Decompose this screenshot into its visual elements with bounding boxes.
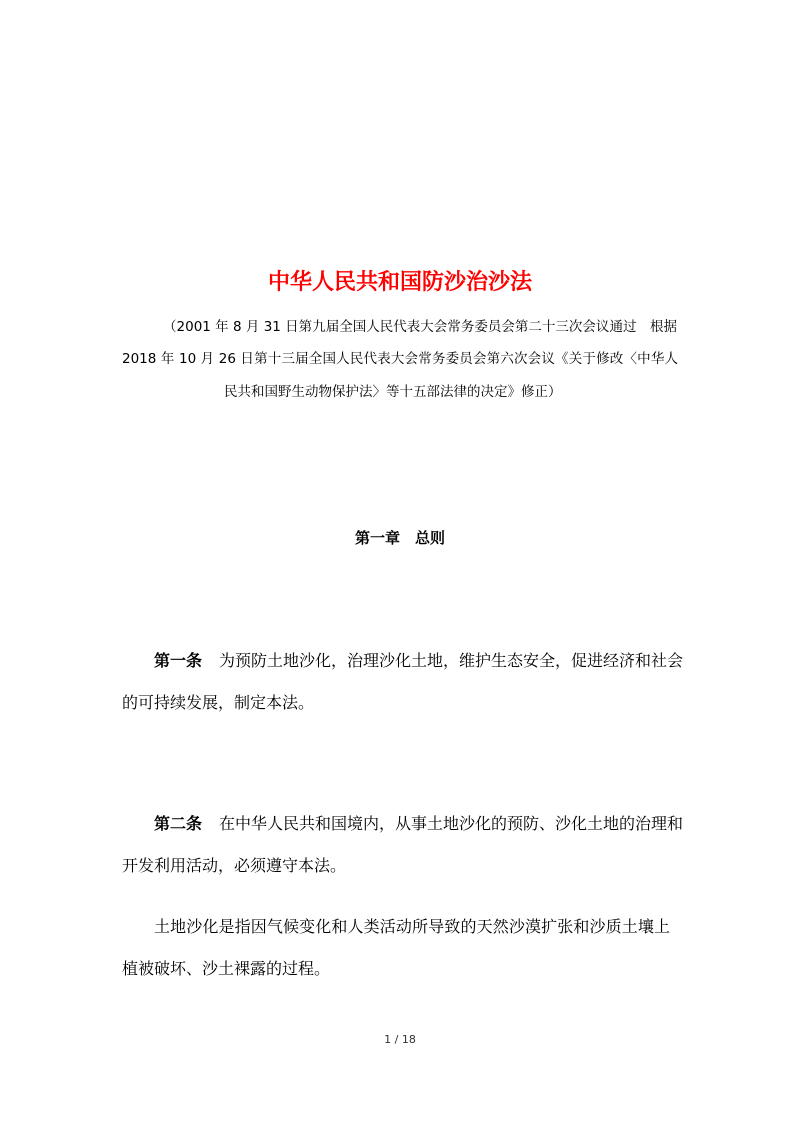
- article-2-label: 第二条: [154, 814, 203, 833]
- article-label: [154, 816, 202, 832]
- document-title: 中华人民共和国防沙治沙法: [267, 270, 532, 295]
- chapter-heading: 第一章 总则: [354, 529, 445, 547]
- article-2-line: 在中华人民共和国境内，从事土地沙化的预防、沙化土地的治理和: [219, 814, 684, 833]
- intro-line: （2001 年 8 月 31 日第九届全国人民代表大会常务委员会第二十三次会议通过 根据: [163, 319, 677, 335]
- article-1-line: 为预防土地沙化，治理沙化土地，维护生态安全，促进经济和社会: [219, 651, 684, 670]
- article-1-label: 第一条: [154, 651, 203, 670]
- paragraph-line: 土地沙化是指因气候变化和人类活动所导致的天然沙漠扩张和沙质土壤上: [154, 917, 670, 936]
- article-1-line: 的可持续发展，制定本法。: [122, 693, 315, 712]
- paragraph-line: 植被破坏、沙土裸露的过程。: [122, 959, 331, 978]
- intro-line: 2018 年 10 月 26 日第十三届全国人民代表大会常务委员会第六次会议《关于修改〈中华人: [122, 351, 678, 367]
- page-number: 1 / 18: [384, 1033, 416, 1046]
- intro-line: 民共和国野生动物保护法〉等十五部法律的决定》修正）: [224, 384, 562, 400]
- article-label: [154, 653, 202, 669]
- article-2-line: 开发利用活动，必须遵守本法。: [122, 856, 347, 875]
